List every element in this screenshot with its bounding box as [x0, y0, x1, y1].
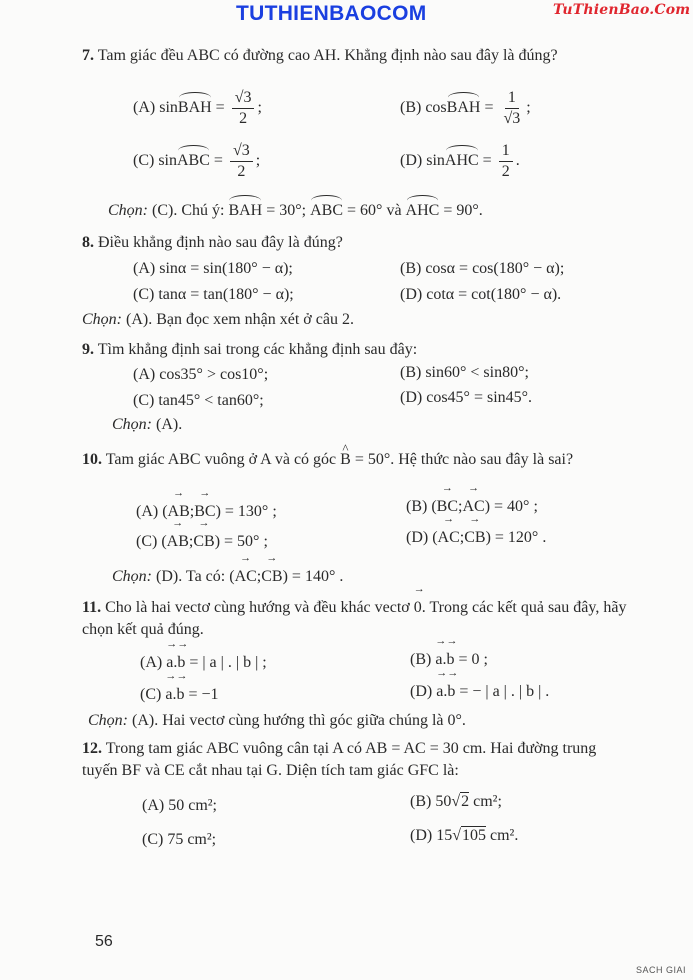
option-c: (C) → a.→ b = −1: [140, 684, 218, 706]
option-a: (A) sinα = sin(180° − α);: [133, 260, 293, 277]
question-9: 9. Tìm khẳng định sai trong các khẳng định sau đây:: [82, 341, 418, 358]
angle: BAH: [447, 97, 481, 119]
option-b: (B) cosBAH = $\frac{1}{√3}$ ;: [400, 89, 531, 127]
question-number: 7.: [82, 47, 94, 64]
option-c: (C) 75 cm²;: [142, 831, 217, 848]
option-b: (B) sin60° < sin80°;: [400, 364, 529, 381]
question-10: 10. Tam giác ABC vuông ở A và có góc ^ B = 50°. Hệ thức nào sau đây là sai?: [82, 449, 642, 471]
answer-7: Chọn: (C). Chú ý: BAH = 30°; ABC = 60° và AHC = 90°.: [108, 200, 483, 222]
question-text: Tam giác đều ABC có đường cao AH. Khẳng định nào sau đây là đúng?: [97, 47, 558, 64]
question-12: 12. Trong tam giác ABC vuông cân tại A có AB = AC = 30 cm. Hai đường trung tuyến BF và CE cắt nhau tại G. Diện tích tam giác GFC là:: [82, 740, 597, 779]
angle: BAH: [178, 97, 212, 119]
option-a: (A) 50 cm²;: [142, 797, 217, 814]
option-b: (B) (→ BC;→ AC) = 40° ;: [406, 496, 538, 518]
answer-9: Chọn: (A).: [112, 416, 183, 433]
fraction: $\frac{√3}{2}$: [230, 141, 253, 182]
answer-11: Chọn: (A). Hai vectơ cùng hướng thì góc giữa chúng là 0°.: [88, 712, 466, 729]
angle: ABC: [177, 150, 210, 172]
option-d: (D) cotα = cot(180° − α).: [400, 286, 562, 303]
option-d: (D) → a.→ b = − | a | . | b | .: [410, 681, 549, 703]
option-a: (A) cos35° > cos10°;: [133, 366, 269, 383]
option-b: (B) cosα = cos(180° − α);: [400, 260, 565, 277]
page-number: 56: [95, 933, 113, 950]
angle: AHC: [445, 150, 479, 172]
option-c: (C) sinABC = $\frac{√3}{2}$ ;: [133, 142, 261, 180]
option-d: (D) cos45° = sin45°.: [400, 389, 533, 406]
option-d: (D) sinAHC = $\frac{1}{2}$ .: [400, 142, 520, 180]
answer-10: Chọn: (D). Ta có: (→ AC;→ CB) = 140° .: [112, 566, 343, 588]
watermark-top: TUTHIENBAOCOM: [236, 2, 427, 25]
option-c: (C) tanα = tan(180° − α);: [133, 286, 294, 303]
brand-logo: SACH GIAI: [636, 965, 687, 975]
answer-8: Chọn: (A). Bạn đọc xem nhận xét ở câu 2.: [82, 311, 354, 328]
option-c: (C) (→ AB;→ CB) = 50° ;: [136, 531, 268, 553]
fraction: $\frac{1}{√3}$: [503, 89, 521, 127]
option-a: (A) (→ AB;→ BC) = 130° ;: [136, 501, 277, 523]
question-7: [82, 45, 642, 67]
fraction: $\frac{1}{2}$: [499, 141, 513, 182]
option-c: (C) tan45° < tan60°;: [133, 392, 264, 409]
option-b: (B) → a.→ b = 0 ;: [410, 649, 488, 671]
watermark-corner: TuThienBao.Com: [553, 2, 691, 18]
option-a: (A) → a.→ b = | a | . | b | ;: [140, 652, 267, 674]
question-8: 8. Điều khẳng định nào sau đây là đúng?: [82, 234, 343, 251]
option-b: (B) 50√2 cm²;: [410, 793, 502, 810]
question-11: 11. Cho là hai vectơ cùng hướng và đều khác vectơ → 0. Trong các kết quả sau đây, hãy chọn kết quả đúng.: [82, 597, 642, 641]
fraction: $\frac{√3}{2}$: [232, 88, 255, 129]
option-d: (D) (→ AC;→ CB) = 120° .: [406, 527, 546, 549]
option-d: (D) 15√105 cm².: [410, 827, 519, 844]
option-a: (A) sinBAH = $\frac{√3}{2}$ ;: [133, 89, 262, 127]
